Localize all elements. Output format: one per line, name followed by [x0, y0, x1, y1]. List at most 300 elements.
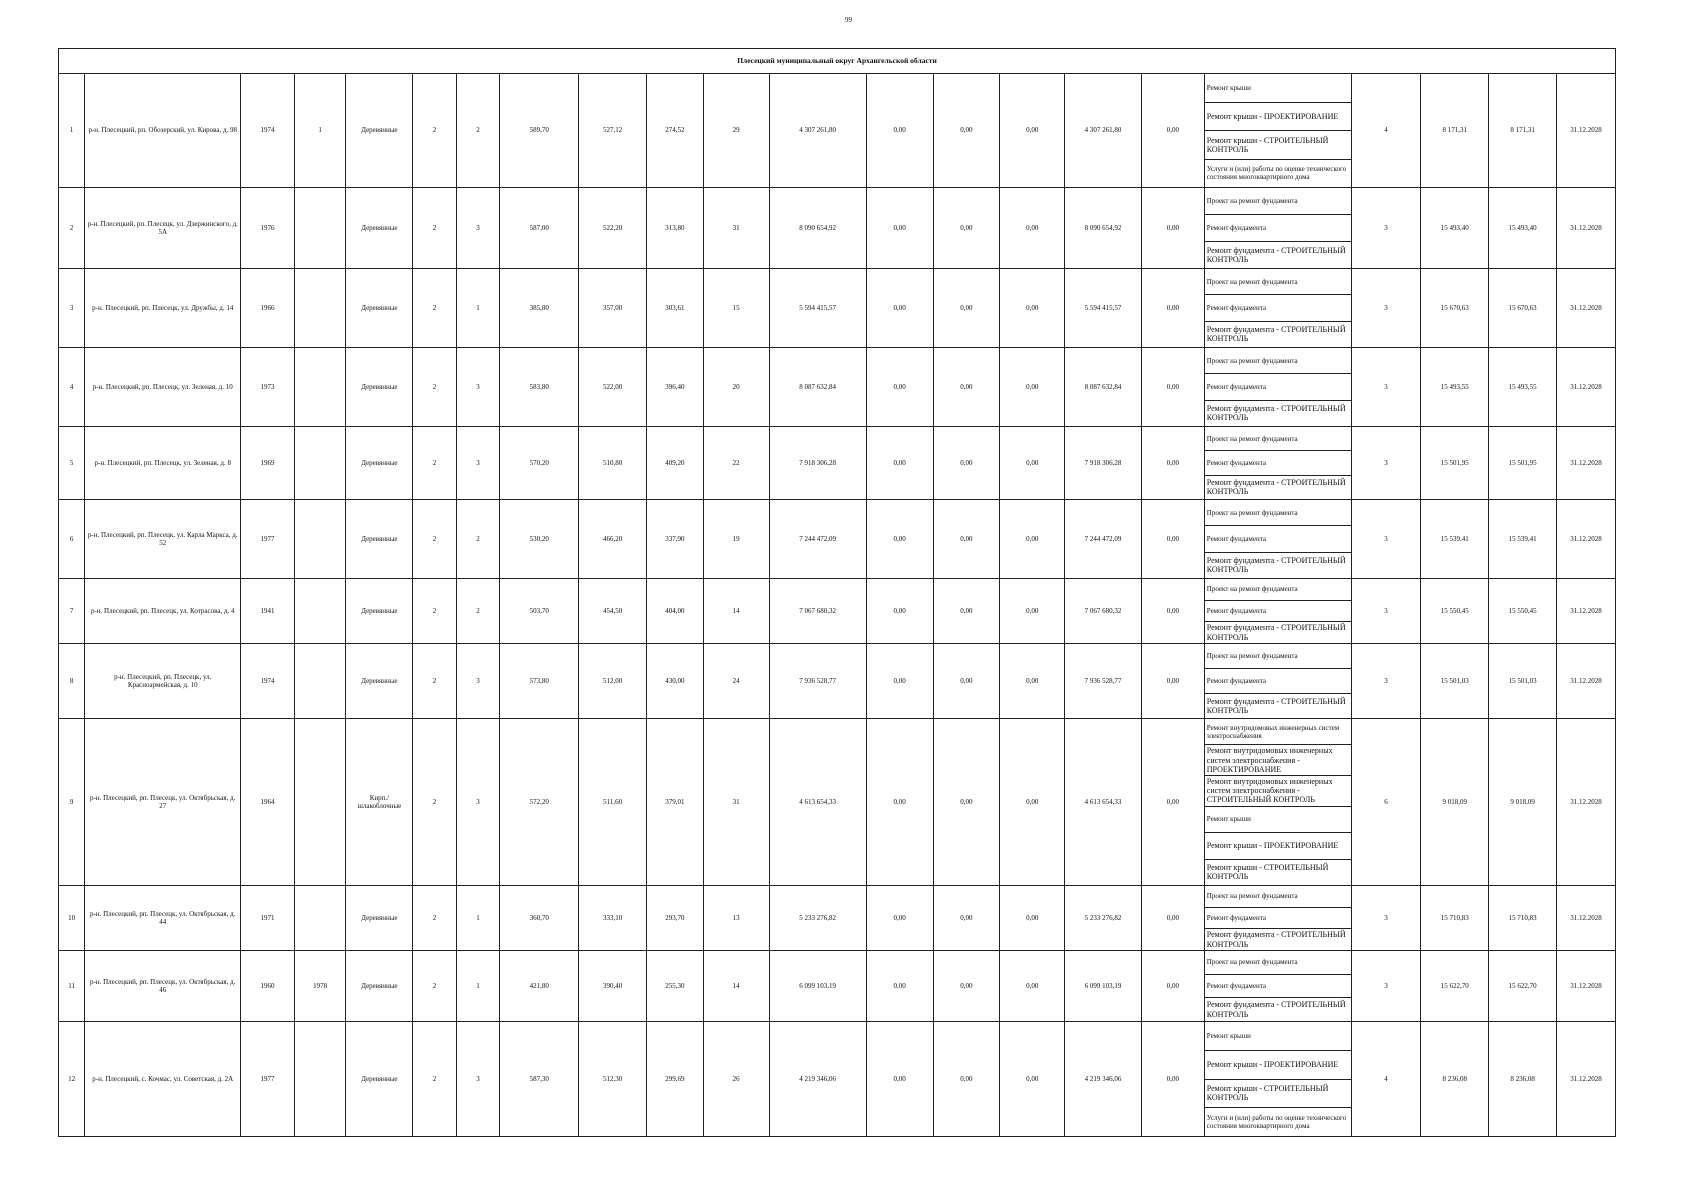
year-built-cell: 1971 [241, 886, 295, 951]
work-item: Ремонт крыши - ПРОЕКТИРОВАНИЕ [1205, 833, 1351, 859]
year-reconstruction-cell [294, 719, 346, 886]
works-cell [1204, 500, 1351, 579]
table-row [59, 951, 1616, 1022]
year-reconstruction-cell [294, 886, 346, 951]
max-unit-cost-cell: 15 539,41 [1489, 500, 1557, 579]
deadline-cell: 31.12.2028 [1557, 427, 1616, 500]
cost-owners-cell: 5 594 415,57 [1065, 269, 1142, 348]
residents-cell: 14 [703, 951, 769, 1022]
floors-cell: 2 [413, 1022, 457, 1137]
works-cell [1204, 269, 1351, 348]
wall-material-cell: Деревянные [346, 1022, 413, 1137]
address-cell: р-н. Плесецкий, рп. Плесецк, ул. Котрасова, д. 4 [85, 579, 241, 644]
year-reconstruction-cell [294, 1022, 346, 1137]
unit-cost-cell: 15 670,63 [1421, 269, 1489, 348]
wall-material-cell: Деревянные [346, 886, 413, 951]
work-item: Ремонт фундамента [1205, 601, 1351, 623]
cost-budget-local-cell: 0,00 [1000, 579, 1065, 644]
work-item: Ремонт фундамента [1205, 975, 1351, 999]
deadline-cell: 31.12.2028 [1557, 1022, 1616, 1137]
cost-budget-local-cell: 0,00 [1000, 427, 1065, 500]
work-item: Ремонт фундамента [1205, 526, 1351, 552]
work-item: Ремонт крыши - ПРОЕКТИРОВАНИЕ [1205, 103, 1351, 132]
area-premises-cell: 333,10 [579, 886, 647, 951]
cost-owners-cell: 4 307 261,80 [1065, 74, 1142, 188]
cost-owners-cell: 4 613 654,33 [1065, 719, 1142, 886]
year-built-cell: 1941 [241, 579, 295, 644]
deadline-cell: 31.12.2028 [1557, 579, 1616, 644]
year-reconstruction-cell [294, 500, 346, 579]
cost-owners-cell: 6 099 103,19 [1065, 951, 1142, 1022]
max-unit-cost-cell: 15 501,03 [1489, 644, 1557, 719]
cost-budget-region-cell: 0,00 [933, 1022, 1000, 1137]
floors-cell: 2 [413, 269, 457, 348]
works-cell [1204, 951, 1351, 1022]
cost-owners-cell: 7 936 528,77 [1065, 644, 1142, 719]
cost-total-cell: 6 099 103,19 [769, 951, 866, 1022]
work-item: Ремонт фундамента [1205, 908, 1351, 930]
unit-cost-cell: 15 501,95 [1421, 427, 1489, 500]
address-cell: р-н. Плесецкий, рп. Плесецк, ул. Зеленая, д. 8 [85, 427, 241, 500]
works-count-cell: 3 [1351, 188, 1421, 269]
area-residential-cell: 337,90 [647, 500, 704, 579]
table-row [59, 74, 1616, 188]
cost-budget-region-cell: 0,00 [933, 951, 1000, 1022]
table-row [59, 719, 1616, 886]
cost-other-cell: 0,00 [1142, 500, 1205, 579]
works-cell [1204, 348, 1351, 427]
work-item: Ремонт фундамента - СТРОИТЕЛЬНЫЙ КОНТРОЛЬ [1206, 1000, 1346, 1019]
residents-cell: 22 [703, 427, 769, 500]
cost-owners-cell: 7 918 306,28 [1065, 427, 1142, 500]
table-row [59, 427, 1616, 500]
unit-cost-cell: 15 501,03 [1421, 644, 1489, 719]
area-total-cell: 589,70 [500, 74, 579, 188]
entrances-cell: 3 [456, 427, 500, 500]
work-item: Ремонт внутридомовых инженерных систем электроснабжения [1205, 719, 1351, 745]
year-reconstruction-cell [294, 427, 346, 500]
cost-other-cell: 0,00 [1142, 719, 1205, 886]
work-item: Ремонт фундамента - СТРОИТЕЛЬНЫЙ КОНТРОЛЬ [1206, 556, 1346, 575]
area-residential-cell: 409,20 [647, 427, 704, 500]
cost-budget-local-cell: 0,00 [1000, 269, 1065, 348]
floors-cell: 2 [413, 579, 457, 644]
row-number-cell: 1 [59, 74, 85, 188]
area-total-cell: 360,70 [500, 886, 579, 951]
cost-fund-cell: 0,00 [866, 579, 933, 644]
cost-fund-cell: 0,00 [866, 719, 933, 886]
work-item: Услуги и (или) работы по оценке технического состояния многоквартирного дома [1206, 1114, 1347, 1131]
cost-other-cell: 0,00 [1142, 951, 1205, 1022]
year-built-cell: 1969 [241, 427, 295, 500]
area-total-cell: 583,80 [500, 348, 579, 427]
wall-material-cell: Деревянные [346, 427, 413, 500]
entrances-cell: 3 [456, 1022, 500, 1137]
floors-cell: 2 [413, 74, 457, 188]
area-total-cell: 587,30 [500, 1022, 579, 1137]
cost-total-cell: 4 613 654,33 [769, 719, 866, 886]
cost-budget-region-cell: 0,00 [933, 579, 1000, 644]
entrances-cell: 1 [456, 886, 500, 951]
work-item: Ремонт фундамента - СТРОИТЕЛЬНЫЙ КОНТРОЛЬ [1206, 930, 1346, 949]
max-unit-cost-cell: 15 493,40 [1489, 188, 1557, 269]
cost-budget-region-cell: 0,00 [933, 427, 1000, 500]
residents-cell: 29 [703, 74, 769, 188]
max-unit-cost-cell: 15 501,95 [1489, 427, 1557, 500]
year-built-cell: 1974 [241, 74, 295, 188]
entrances-cell: 2 [456, 579, 500, 644]
residents-cell: 20 [703, 348, 769, 427]
cost-budget-local-cell: 0,00 [1000, 348, 1065, 427]
cost-other-cell: 0,00 [1142, 348, 1205, 427]
cost-fund-cell: 0,00 [866, 886, 933, 951]
residents-cell: 14 [703, 579, 769, 644]
year-reconstruction-cell [294, 579, 346, 644]
works-count-cell: 3 [1351, 951, 1421, 1022]
wall-material-cell: Деревянные [346, 348, 413, 427]
entrances-cell: 2 [456, 500, 500, 579]
work-item: Проект на ремонт фундамента [1205, 644, 1351, 669]
entrances-cell: 3 [456, 644, 500, 719]
entrances-cell: 1 [456, 269, 500, 348]
address-cell: р-н. Плесецкий, с. Кочмас, ул. Советская, д. 2А [85, 1022, 241, 1137]
year-built-cell: 1960 [241, 951, 295, 1022]
year-built-cell: 1973 [241, 348, 295, 427]
work-item: Проект на ремонт фундамента [1205, 348, 1351, 374]
works-count-cell: 3 [1351, 500, 1421, 579]
work-item: Ремонт крыши - СТРОИТЕЛЬНЫЙ КОНТРОЛЬ [1205, 131, 1351, 160]
work-item: Ремонт крыши - СТРОИТЕЛЬНЫЙ КОНТРОЛЬ [1205, 1080, 1351, 1109]
works-count-cell: 3 [1351, 427, 1421, 500]
area-residential-cell: 303,61 [647, 269, 704, 348]
works-count-cell: 3 [1351, 644, 1421, 719]
row-number-cell: 10 [59, 886, 85, 951]
year-built-cell: 1976 [241, 188, 295, 269]
cost-budget-local-cell: 0,00 [1000, 500, 1065, 579]
table-row [59, 348, 1616, 427]
area-residential-cell: 299,69 [647, 1022, 704, 1137]
area-premises-cell: 512,00 [579, 644, 647, 719]
cost-total-cell: 5 594 415,57 [769, 269, 866, 348]
cost-other-cell: 0,00 [1142, 427, 1205, 500]
cost-other-cell: 0,00 [1142, 644, 1205, 719]
works-cell [1204, 188, 1351, 269]
work-item: Услуги и (или) работы по оценке технического состояния многоквартирного дома [1206, 165, 1347, 182]
row-number-cell: 12 [59, 1022, 85, 1137]
unit-cost-cell: 15 622,70 [1421, 951, 1489, 1022]
year-reconstruction-cell [294, 269, 346, 348]
work-item: Ремонт фундамента - СТРОИТЕЛЬНЫЙ КОНТРОЛЬ [1206, 623, 1346, 642]
cost-fund-cell: 0,00 [866, 348, 933, 427]
page-number: 99 [845, 16, 852, 24]
row-number-cell: 3 [59, 269, 85, 348]
section-title: Плесецкий муниципальный округ Архангельской области [59, 49, 1616, 74]
floors-cell: 2 [413, 644, 457, 719]
work-item: Ремонт крыши [1205, 74, 1351, 103]
wall-material-cell: Деревянные [346, 269, 413, 348]
cost-owners-cell: 5 233 276,82 [1065, 886, 1142, 951]
cost-total-cell: 7 918 306,28 [769, 427, 866, 500]
cost-budget-local-cell: 0,00 [1000, 886, 1065, 951]
table-row [59, 500, 1616, 579]
residents-cell: 19 [703, 500, 769, 579]
row-number-cell: 4 [59, 348, 85, 427]
row-number-cell: 6 [59, 500, 85, 579]
max-unit-cost-cell: 8 171,31 [1489, 74, 1557, 188]
address-cell: р-н. Плесецкий, рп. Плесецк, ул. Октябрьская, д. 44 [85, 886, 241, 951]
year-built-cell: 1966 [241, 269, 295, 348]
address-cell: р-н. Плесецкий, рп. Обозерский, ул. Кирова, д. 98 [85, 74, 241, 188]
cost-other-cell: 0,00 [1142, 1022, 1205, 1137]
area-total-cell: 573,80 [500, 644, 579, 719]
cost-budget-local-cell: 0,00 [1000, 719, 1065, 886]
work-item: Проект на ремонт фундамента [1205, 886, 1351, 908]
cost-fund-cell: 0,00 [866, 1022, 933, 1137]
area-total-cell: 587,00 [500, 188, 579, 269]
floors-cell: 2 [413, 348, 457, 427]
max-unit-cost-cell: 15 710,83 [1489, 886, 1557, 951]
deadline-cell: 31.12.2028 [1557, 269, 1616, 348]
cost-budget-region-cell: 0,00 [933, 644, 1000, 719]
area-residential-cell: 293,70 [647, 886, 704, 951]
table-row [59, 644, 1616, 719]
cost-total-cell: 4 307 261,80 [769, 74, 866, 188]
wall-material-cell: Деревянные [346, 644, 413, 719]
cost-fund-cell: 0,00 [866, 951, 933, 1022]
cost-other-cell: 0,00 [1142, 886, 1205, 951]
work-item: Ремонт фундамента [1205, 451, 1351, 475]
work-item: Ремонт фундамента - СТРОИТЕЛЬНЫЙ КОНТРОЛЬ [1206, 696, 1346, 715]
entrances-cell: 3 [456, 719, 500, 886]
row-number-cell: 2 [59, 188, 85, 269]
address-cell: р-н. Плесецкий, рп. Плесецк, ул. Октябрьская, д. 27 [85, 719, 241, 886]
area-premises-cell: 527,12 [579, 74, 647, 188]
cost-total-cell: 8 090 654,92 [769, 188, 866, 269]
residents-cell: 13 [703, 886, 769, 951]
works-cell [1204, 579, 1351, 644]
year-reconstruction-cell [294, 644, 346, 719]
cost-owners-cell: 8 087 632,84 [1065, 348, 1142, 427]
table-row [59, 1022, 1616, 1137]
deadline-cell: 31.12.2028 [1557, 886, 1616, 951]
address-cell: р-н. Плесецкий, рп. Плесецк, ул. Октябрьская, д. 46 [85, 951, 241, 1022]
work-item: Ремонт фундамента - СТРОИТЕЛЬНЫЙ КОНТРОЛЬ [1206, 325, 1346, 344]
cost-budget-local-cell: 0,00 [1000, 951, 1065, 1022]
work-item: Проект на ремонт фундамента [1205, 188, 1351, 215]
floors-cell: 2 [413, 719, 457, 886]
work-item: Ремонт фундамента - СТРОИТЕЛЬНЫЙ КОНТРОЛЬ [1206, 404, 1346, 423]
year-reconstruction-cell [294, 188, 346, 269]
max-unit-cost-cell: 15 622,70 [1489, 951, 1557, 1022]
cost-other-cell: 0,00 [1142, 269, 1205, 348]
work-item: Ремонт фундамента - СТРОИТЕЛЬНЫЙ КОНТРОЛЬ [1206, 478, 1346, 497]
area-residential-cell: 379,01 [647, 719, 704, 886]
floors-cell: 2 [413, 427, 457, 500]
area-premises-cell: 511,60 [579, 719, 647, 886]
work-item: Ремонт фундамента - СТРОИТЕЛЬНЫЙ КОНТРОЛЬ [1206, 245, 1346, 264]
year-reconstruction-cell: 1 [294, 74, 346, 188]
floors-cell: 2 [413, 188, 457, 269]
row-number-cell: 5 [59, 427, 85, 500]
cost-owners-cell: 7 244 472,09 [1065, 500, 1142, 579]
year-built-cell: 1977 [241, 1022, 295, 1137]
cost-budget-region-cell: 0,00 [933, 500, 1000, 579]
cost-total-cell: 7 244 472,09 [769, 500, 866, 579]
wall-material-cell: Деревянные [346, 951, 413, 1022]
address-cell: р-н. Плесецкий, рп. Плесецк, ул. Карла Маркса, д. 52 [85, 500, 241, 579]
wall-material-cell: Кирп./ шлакоблочные [346, 719, 413, 886]
max-unit-cost-cell: 15 670,63 [1489, 269, 1557, 348]
cost-owners-cell: 8 090 654,92 [1065, 188, 1142, 269]
unit-cost-cell: 15 539,41 [1421, 500, 1489, 579]
area-premises-cell: 466,20 [579, 500, 647, 579]
table-row [59, 886, 1616, 951]
work-item: Проект на ремонт фундамента [1205, 427, 1351, 451]
area-premises-cell: 454,50 [579, 579, 647, 644]
work-item: Ремонт крыши [1205, 807, 1351, 833]
year-built-cell: 1977 [241, 500, 295, 579]
area-premises-cell: 510,80 [579, 427, 647, 500]
cost-budget-region-cell: 0,00 [933, 188, 1000, 269]
area-residential-cell: 430,00 [647, 644, 704, 719]
works-cell [1204, 719, 1351, 886]
max-unit-cost-cell: 15 550,45 [1489, 579, 1557, 644]
works-count-cell: 6 [1351, 719, 1421, 886]
work-item: Ремонт внутридомовых инженерных систем электроснабжения - ПРОЕКТИРОВАНИЕ [1205, 745, 1351, 776]
work-item: Ремонт крыши - СТРОИТЕЛЬНЫЙ КОНТРОЛЬ [1206, 863, 1329, 882]
works-count-cell: 3 [1351, 886, 1421, 951]
floors-cell: 2 [413, 951, 457, 1022]
cost-budget-region-cell: 0,00 [933, 886, 1000, 951]
entrances-cell: 3 [456, 188, 500, 269]
residents-cell: 15 [703, 269, 769, 348]
works-cell [1204, 644, 1351, 719]
cost-total-cell: 5 233 276,82 [769, 886, 866, 951]
works-count-cell: 4 [1351, 1022, 1421, 1137]
cost-fund-cell: 0,00 [866, 427, 933, 500]
area-residential-cell: 313,80 [647, 188, 704, 269]
residents-cell: 31 [703, 719, 769, 886]
entrances-cell: 2 [456, 74, 500, 188]
address-cell: р-н. Плесецкий, рп. Плесецк, ул. Красноармейская, д. 10 [85, 644, 241, 719]
program-table [58, 48, 1616, 1137]
row-number-cell: 11 [59, 951, 85, 1022]
table-row [59, 579, 1616, 644]
residents-cell: 26 [703, 1022, 769, 1137]
works-count-cell: 3 [1351, 348, 1421, 427]
max-unit-cost-cell: 15 493,55 [1489, 348, 1557, 427]
area-premises-cell: 390,40 [579, 951, 647, 1022]
works-count-cell: 3 [1351, 579, 1421, 644]
work-item: Ремонт фундамента [1205, 669, 1351, 694]
area-total-cell: 530,20 [500, 500, 579, 579]
area-residential-cell: 404,00 [647, 579, 704, 644]
cost-budget-region-cell: 0,00 [933, 719, 1000, 886]
max-unit-cost-cell: 9 018,09 [1489, 719, 1557, 886]
area-total-cell: 572,20 [500, 719, 579, 886]
unit-cost-cell: 15 493,55 [1421, 348, 1489, 427]
deadline-cell: 31.12.2028 [1557, 188, 1616, 269]
cost-budget-local-cell: 0,00 [1000, 74, 1065, 188]
area-total-cell: 503,70 [500, 579, 579, 644]
area-total-cell: 421,80 [500, 951, 579, 1022]
wall-material-cell: Деревянные [346, 188, 413, 269]
max-unit-cost-cell: 8 236,08 [1489, 1022, 1557, 1137]
cost-fund-cell: 0,00 [866, 500, 933, 579]
year-built-cell: 1964 [241, 719, 295, 886]
row-number-cell: 7 [59, 579, 85, 644]
cost-fund-cell: 0,00 [866, 269, 933, 348]
cost-budget-region-cell: 0,00 [933, 74, 1000, 188]
entrances-cell: 1 [456, 951, 500, 1022]
works-cell [1204, 74, 1351, 188]
cost-owners-cell: 7 067 680,32 [1065, 579, 1142, 644]
area-residential-cell: 274,52 [647, 74, 704, 188]
cost-total-cell: 8 087 632,84 [769, 348, 866, 427]
year-reconstruction-cell: 1978 [294, 951, 346, 1022]
works-cell [1204, 427, 1351, 500]
residents-cell: 24 [703, 644, 769, 719]
work-item: Ремонт фундамента [1205, 215, 1351, 242]
unit-cost-cell: 15 550,45 [1421, 579, 1489, 644]
work-item: Ремонт фундамента [1205, 295, 1351, 321]
works-cell [1204, 886, 1351, 951]
residents-cell: 31 [703, 188, 769, 269]
wall-material-cell: Деревянные [346, 74, 413, 188]
work-item: Проект на ремонт фундамента [1205, 500, 1351, 526]
cost-other-cell: 0,00 [1142, 188, 1205, 269]
area-residential-cell: 396,40 [647, 348, 704, 427]
cost-total-cell: 7 936 528,77 [769, 644, 866, 719]
cost-total-cell: 4 219 346,06 [769, 1022, 866, 1137]
entrances-cell: 3 [456, 348, 500, 427]
cost-budget-region-cell: 0,00 [933, 348, 1000, 427]
year-built-cell: 1974 [241, 644, 295, 719]
area-premises-cell: 512,30 [579, 1022, 647, 1137]
cost-budget-region-cell: 0,00 [933, 269, 1000, 348]
deadline-cell: 31.12.2028 [1557, 74, 1616, 188]
unit-cost-cell: 15 710,83 [1421, 886, 1489, 951]
cost-owners-cell: 4 219 346,06 [1065, 1022, 1142, 1137]
wall-material-cell: Деревянные [346, 500, 413, 579]
works-cell [1204, 1022, 1351, 1137]
address-cell: р-н. Плесецкий, рп. Плесецк, ул. Дружбы, д. 14 [85, 269, 241, 348]
cost-budget-local-cell: 0,00 [1000, 1022, 1065, 1137]
area-residential-cell: 255,30 [647, 951, 704, 1022]
deadline-cell: 31.12.2028 [1557, 719, 1616, 886]
work-item: Ремонт фундамента [1205, 374, 1351, 400]
cost-fund-cell: 0,00 [866, 644, 933, 719]
deadline-cell: 31.12.2028 [1557, 644, 1616, 719]
area-premises-cell: 357,00 [579, 269, 647, 348]
cost-budget-local-cell: 0,00 [1000, 188, 1065, 269]
work-item: Проект на ремонт фундамента [1205, 269, 1351, 295]
deadline-cell: 31.12.2028 [1557, 348, 1616, 427]
table-row [59, 269, 1616, 348]
section-header-row [59, 49, 1616, 74]
work-item: Проект на ремонт фундамента [1205, 579, 1351, 601]
area-premises-cell: 522,00 [579, 348, 647, 427]
cost-total-cell: 7 067 680,32 [769, 579, 866, 644]
cost-other-cell: 0,00 [1142, 74, 1205, 188]
deadline-cell: 31.12.2028 [1557, 951, 1616, 1022]
deadline-cell: 31.12.2028 [1557, 500, 1616, 579]
area-premises-cell: 522,20 [579, 188, 647, 269]
work-item: Проект на ремонт фундамента [1205, 951, 1351, 975]
row-number-cell: 9 [59, 719, 85, 886]
cost-other-cell: 0,00 [1142, 579, 1205, 644]
unit-cost-cell: 8 171,31 [1421, 74, 1489, 188]
